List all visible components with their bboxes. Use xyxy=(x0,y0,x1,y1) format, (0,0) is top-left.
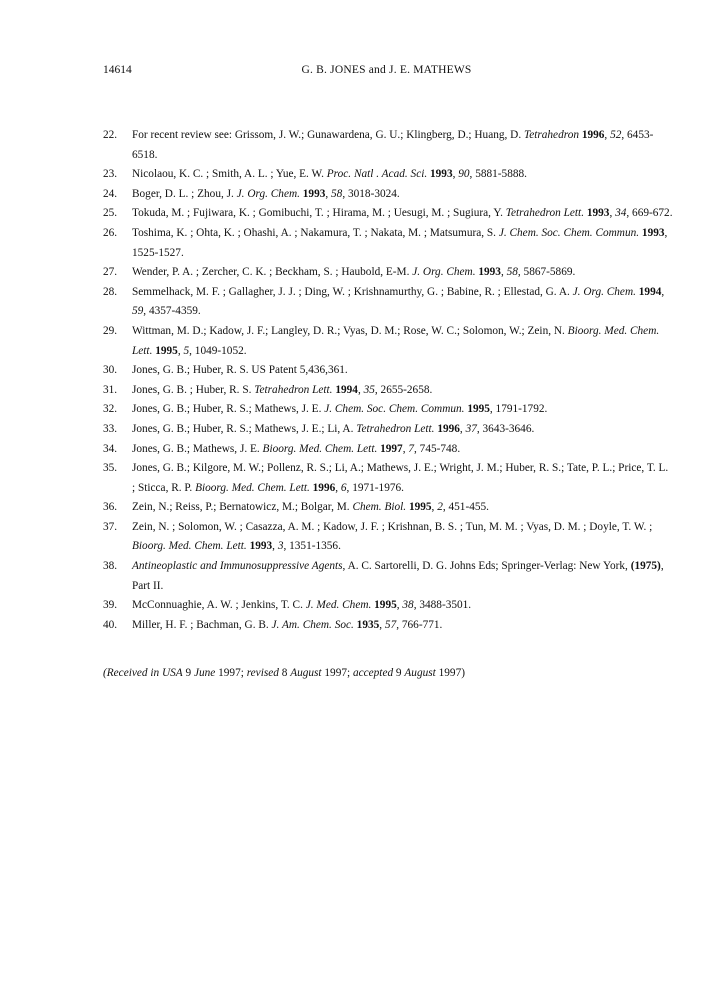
text-run: , Part II. xyxy=(132,560,664,592)
bold-text: (1975) xyxy=(630,560,661,573)
reference-number: 26. xyxy=(103,226,118,239)
reference-number: 22. xyxy=(103,129,118,141)
bold-text: 1993 xyxy=(249,540,273,553)
italic-text: June xyxy=(193,667,216,679)
text-run: , 4357-4359. xyxy=(143,305,201,318)
reference-number: 28. xyxy=(103,285,118,298)
text-run: , 451-455. xyxy=(442,501,489,514)
text-run: Boger, D. L. ; Zhou, J. xyxy=(132,187,237,200)
italic-text: J. Org. Chem. xyxy=(572,285,636,298)
bold-text: 1993 xyxy=(586,207,610,220)
reference-item xyxy=(103,596,673,616)
italic-text: 2 xyxy=(437,501,443,514)
italic-text: Antineoplastic and Immunosuppressive Agents xyxy=(132,560,343,573)
bold-text: 1993 xyxy=(302,187,326,200)
reference-number: 31. xyxy=(103,383,118,396)
reference-text xyxy=(132,501,489,513)
reference-text xyxy=(132,364,348,376)
text-run: , xyxy=(402,442,409,455)
text-run: 1997; xyxy=(215,667,247,679)
reference-item xyxy=(103,420,673,440)
reference-text xyxy=(132,423,534,435)
text-run: , 3643-3646. xyxy=(476,422,535,435)
reference-item xyxy=(103,381,673,401)
bold-text: 1995 xyxy=(374,599,397,612)
text-run: Zein, N.; Reiss, P.; Bernatowicz, M.; Bolgar, M. xyxy=(132,501,353,514)
reference-text xyxy=(132,599,471,611)
italic-text: revised xyxy=(246,667,279,679)
received-note xyxy=(103,665,465,681)
text-run: , 745-748. xyxy=(414,442,461,455)
text-run: Toshima, K. ; Ohta, K. ; Ohashi, A. ; Nakamura, T. ; Nakata, M. ; Matsumura, S. xyxy=(132,226,499,239)
italic-text: J. Org. Chem. xyxy=(412,266,476,279)
bold-text: 1993 xyxy=(430,168,453,181)
reference-text xyxy=(132,619,442,631)
reference-text xyxy=(132,227,667,259)
italic-text: J. Med. Chem. xyxy=(305,599,372,612)
bold-text: 1993 xyxy=(641,226,665,239)
reference-item xyxy=(103,459,673,498)
reference-text xyxy=(132,286,664,318)
reference-item xyxy=(103,185,673,205)
text-run: , xyxy=(177,344,184,357)
text-run: Zein, N. ; Solomon, W. ; Casazza, A. M. ; Kadow, J. F. ; Krishnan, B. S. ; Tun, M. M. ; Vyas, D. M. ; Doyle, T. W. ; xyxy=(132,520,653,533)
text-run: , 5867-5869. xyxy=(517,266,576,279)
reference-number: 23. xyxy=(103,168,118,181)
reference-item xyxy=(103,322,673,361)
reference-item xyxy=(103,440,673,460)
italic-text: 5 xyxy=(183,344,190,357)
text-run: Semmelhack, M. F. ; Gallagher, J. J. ; Ding, W. ; Krishnamurthy, G. ; Babine, R. ; Ellestad, G. A. xyxy=(132,285,573,298)
reference-item xyxy=(103,400,673,420)
reference-text xyxy=(132,384,432,396)
text-run: , xyxy=(396,599,403,612)
reference-text xyxy=(132,266,575,278)
text-run: Jones, G. B.; Kilgore, M. W.; Pollenz, R. S.; Li, A.; Mathews, J. E.; Wright, J. M.; Huber, R. S.; Tate, P. L.; Price, T. L. ; Sticca, R. P. xyxy=(132,462,669,494)
text-run: , A. C. Sartorelli, D. G. Johns Eds; Springer-Verlag: New York, xyxy=(342,560,631,573)
text-run: , 6453-6518. xyxy=(132,129,654,161)
text-run: , xyxy=(379,618,385,631)
reference-item xyxy=(103,616,673,636)
bold-text: 1995 xyxy=(467,403,490,416)
italic-text: 6 xyxy=(340,481,347,494)
reference-text xyxy=(132,521,652,553)
italic-text: August xyxy=(290,667,322,679)
reference-item xyxy=(103,126,673,165)
text-run: 8 xyxy=(278,667,291,679)
text-run: , xyxy=(272,540,278,553)
bold-text: 1996 xyxy=(581,129,605,141)
italic-text: 58 xyxy=(506,266,518,279)
text-run: Jones, G. B.; Huber, R. S. US Patent 5,436,361. xyxy=(132,364,348,377)
reference-number: 33. xyxy=(103,422,118,435)
reference-number: 24. xyxy=(103,187,118,200)
text-run: , 3018-3024. xyxy=(342,187,400,200)
reference-item xyxy=(103,263,673,283)
italic-text: Tetrahedron Lett. xyxy=(505,207,585,220)
italic-text: 7 xyxy=(408,442,415,455)
text-run: , xyxy=(604,129,611,141)
reference-text xyxy=(132,168,527,180)
italic-text: Bioorg. Med. Chem. Lett. xyxy=(262,442,378,455)
italic-text: Bioorg. Med. Chem. Lett. xyxy=(195,481,310,494)
reference-text xyxy=(132,403,547,415)
text-run: , 1971-1976. xyxy=(346,481,404,494)
text-run: Miller, H. F. ; Bachman, G. B. xyxy=(132,618,272,631)
reference-item xyxy=(103,165,673,185)
page-header xyxy=(103,64,670,80)
reference-text xyxy=(132,325,659,357)
text-run: , xyxy=(500,266,507,279)
text-run: Jones, G. B.; Mathews, J. E. xyxy=(132,442,263,455)
text-run: , xyxy=(661,285,665,298)
reference-item xyxy=(103,283,673,322)
italic-text: 35 xyxy=(363,383,375,396)
reference-number: 29. xyxy=(103,324,118,337)
reference-item xyxy=(103,557,673,596)
reference-number: 34. xyxy=(103,442,118,455)
text-run: , 669-672. xyxy=(626,207,673,220)
reference-text xyxy=(132,207,673,219)
italic-text: Bioorg. Med. Chem. Lett. xyxy=(132,540,247,553)
text-run: , xyxy=(609,207,616,220)
page-number: 14614 xyxy=(103,64,132,76)
italic-text: accepted xyxy=(352,667,394,679)
bold-text: 1993 xyxy=(478,266,501,279)
text-run: , 5881-5888. xyxy=(469,168,527,181)
running-head: G. B. JONES and J. E. MATHEWS xyxy=(301,64,472,76)
italic-text: 58 xyxy=(331,187,343,200)
reference-number: 35. xyxy=(103,462,118,475)
text-run: , 1791-1792. xyxy=(489,403,548,416)
reference-number: 30. xyxy=(103,364,118,377)
italic-text: J. Chem. Soc. Chem. Commun. xyxy=(498,226,640,239)
reference-number: 32. xyxy=(103,403,118,416)
text-run: 9 xyxy=(182,667,194,679)
text-run: , xyxy=(452,168,459,181)
italic-text: Tetrahedron xyxy=(523,129,579,141)
italic-text: Proc. Natl . Acad. Sci. xyxy=(326,168,428,181)
reference-text xyxy=(132,129,653,161)
italic-text: 90 xyxy=(458,168,470,181)
text-run: Jones, G. B. ; Huber, R. S. xyxy=(132,383,255,396)
text-run: 1997) xyxy=(435,667,465,679)
text-run: Tokuda, M. ; Fujiwara, K. ; Gomibuchi, T. ; Hirama, M. ; Uesugi, M. ; Sugiura, Y. xyxy=(132,207,506,220)
reference-text xyxy=(132,462,668,494)
italic-text: 37 xyxy=(465,422,477,435)
text-run: Jones, G. B.; Huber, R. S.; Mathews, J. E. xyxy=(132,403,325,416)
reference-list xyxy=(103,126,673,635)
text-run: , 1049-1052. xyxy=(189,344,247,357)
reference-number: 38. xyxy=(103,560,118,573)
bold-text: 1996 xyxy=(437,422,460,435)
text-run: 9 xyxy=(393,667,405,679)
text-run: McConnuaghie, A. W. ; Jenkins, T. C. xyxy=(132,599,306,612)
text-run: , xyxy=(335,481,341,494)
text-run: , xyxy=(431,501,438,514)
text-run: , 2655-2658. xyxy=(374,383,433,396)
bold-text: 1997 xyxy=(380,442,403,455)
text-run: , xyxy=(459,422,466,435)
reference-number: 25. xyxy=(103,207,118,220)
text-run: Wender, P. A. ; Zercher, C. K. ; Beckham, S. ; Haubold, E-M. xyxy=(132,266,413,279)
italic-text: J. Chem. Soc. Chem. Commun. xyxy=(324,403,465,416)
text-run: , xyxy=(357,383,364,396)
text-run: Wittman, M. D.; Kadow, J. F.; Langley, D. R.; Vyas, D. M.; Rose, W. C.; Solomon, W.; Zein, N. xyxy=(132,324,568,337)
reference-item xyxy=(103,361,673,381)
text-run: , 1525-1527. xyxy=(132,226,668,259)
italic-text: 3 xyxy=(277,540,284,553)
italic-text: 57 xyxy=(384,618,397,631)
reference-item xyxy=(103,498,673,518)
italic-text: 38 xyxy=(402,599,414,612)
italic-text: Chem. Biol. xyxy=(352,501,407,514)
reference-item xyxy=(103,204,673,224)
reference-number: 37. xyxy=(103,520,118,533)
text-run: , 3488-3501. xyxy=(413,599,472,612)
italic-text: J. Org. Chem. xyxy=(236,187,300,200)
text-run: For recent review see: Grissom, J. W.; Gunawardena, G. U.; Klingberg, D.; Huang, D. xyxy=(132,129,524,141)
text-run: 1997; xyxy=(321,667,353,679)
italic-text: 59 xyxy=(132,305,144,318)
reference-item xyxy=(103,224,673,263)
italic-text: 34 xyxy=(615,207,627,220)
bold-text: 1995 xyxy=(155,344,178,357)
reference-number: 40. xyxy=(103,618,118,631)
text-run: , 1351-1356. xyxy=(283,540,341,553)
reference-item xyxy=(103,518,673,557)
bold-text: 1996 xyxy=(312,481,336,494)
text-run: , xyxy=(325,187,332,200)
italic-text: J. Am. Chem. Soc. xyxy=(271,618,354,631)
reference-text xyxy=(132,188,400,200)
reference-number: 36. xyxy=(103,501,118,514)
italic-text: August xyxy=(404,667,436,679)
reference-number: 39. xyxy=(103,599,118,612)
italic-text: 52 xyxy=(610,129,622,141)
bold-text: 1935 xyxy=(356,618,380,631)
reference-text xyxy=(132,443,460,455)
text-run: , 766-771. xyxy=(396,618,443,631)
italic-text: Bioorg. Med. Chem. Lett. xyxy=(132,324,660,357)
italic-text: (Received in USA xyxy=(103,667,183,679)
text-run: Jones, G. B.; Huber, R. S.; Mathews, J. E.; Li, A. xyxy=(132,422,357,435)
bold-text: 1994 xyxy=(638,285,662,298)
bold-text: 1995 xyxy=(408,501,432,514)
text-run: Nicolaou, K. C. ; Smith, A. L. ; Yue, E. W. xyxy=(132,168,327,181)
reference-number: 27. xyxy=(103,266,118,279)
bold-text: 1994 xyxy=(335,383,358,396)
italic-text: Tetrahedron Lett. xyxy=(356,422,435,435)
italic-text: Tetrahedron Lett. xyxy=(254,383,333,396)
reference-text xyxy=(132,560,664,592)
